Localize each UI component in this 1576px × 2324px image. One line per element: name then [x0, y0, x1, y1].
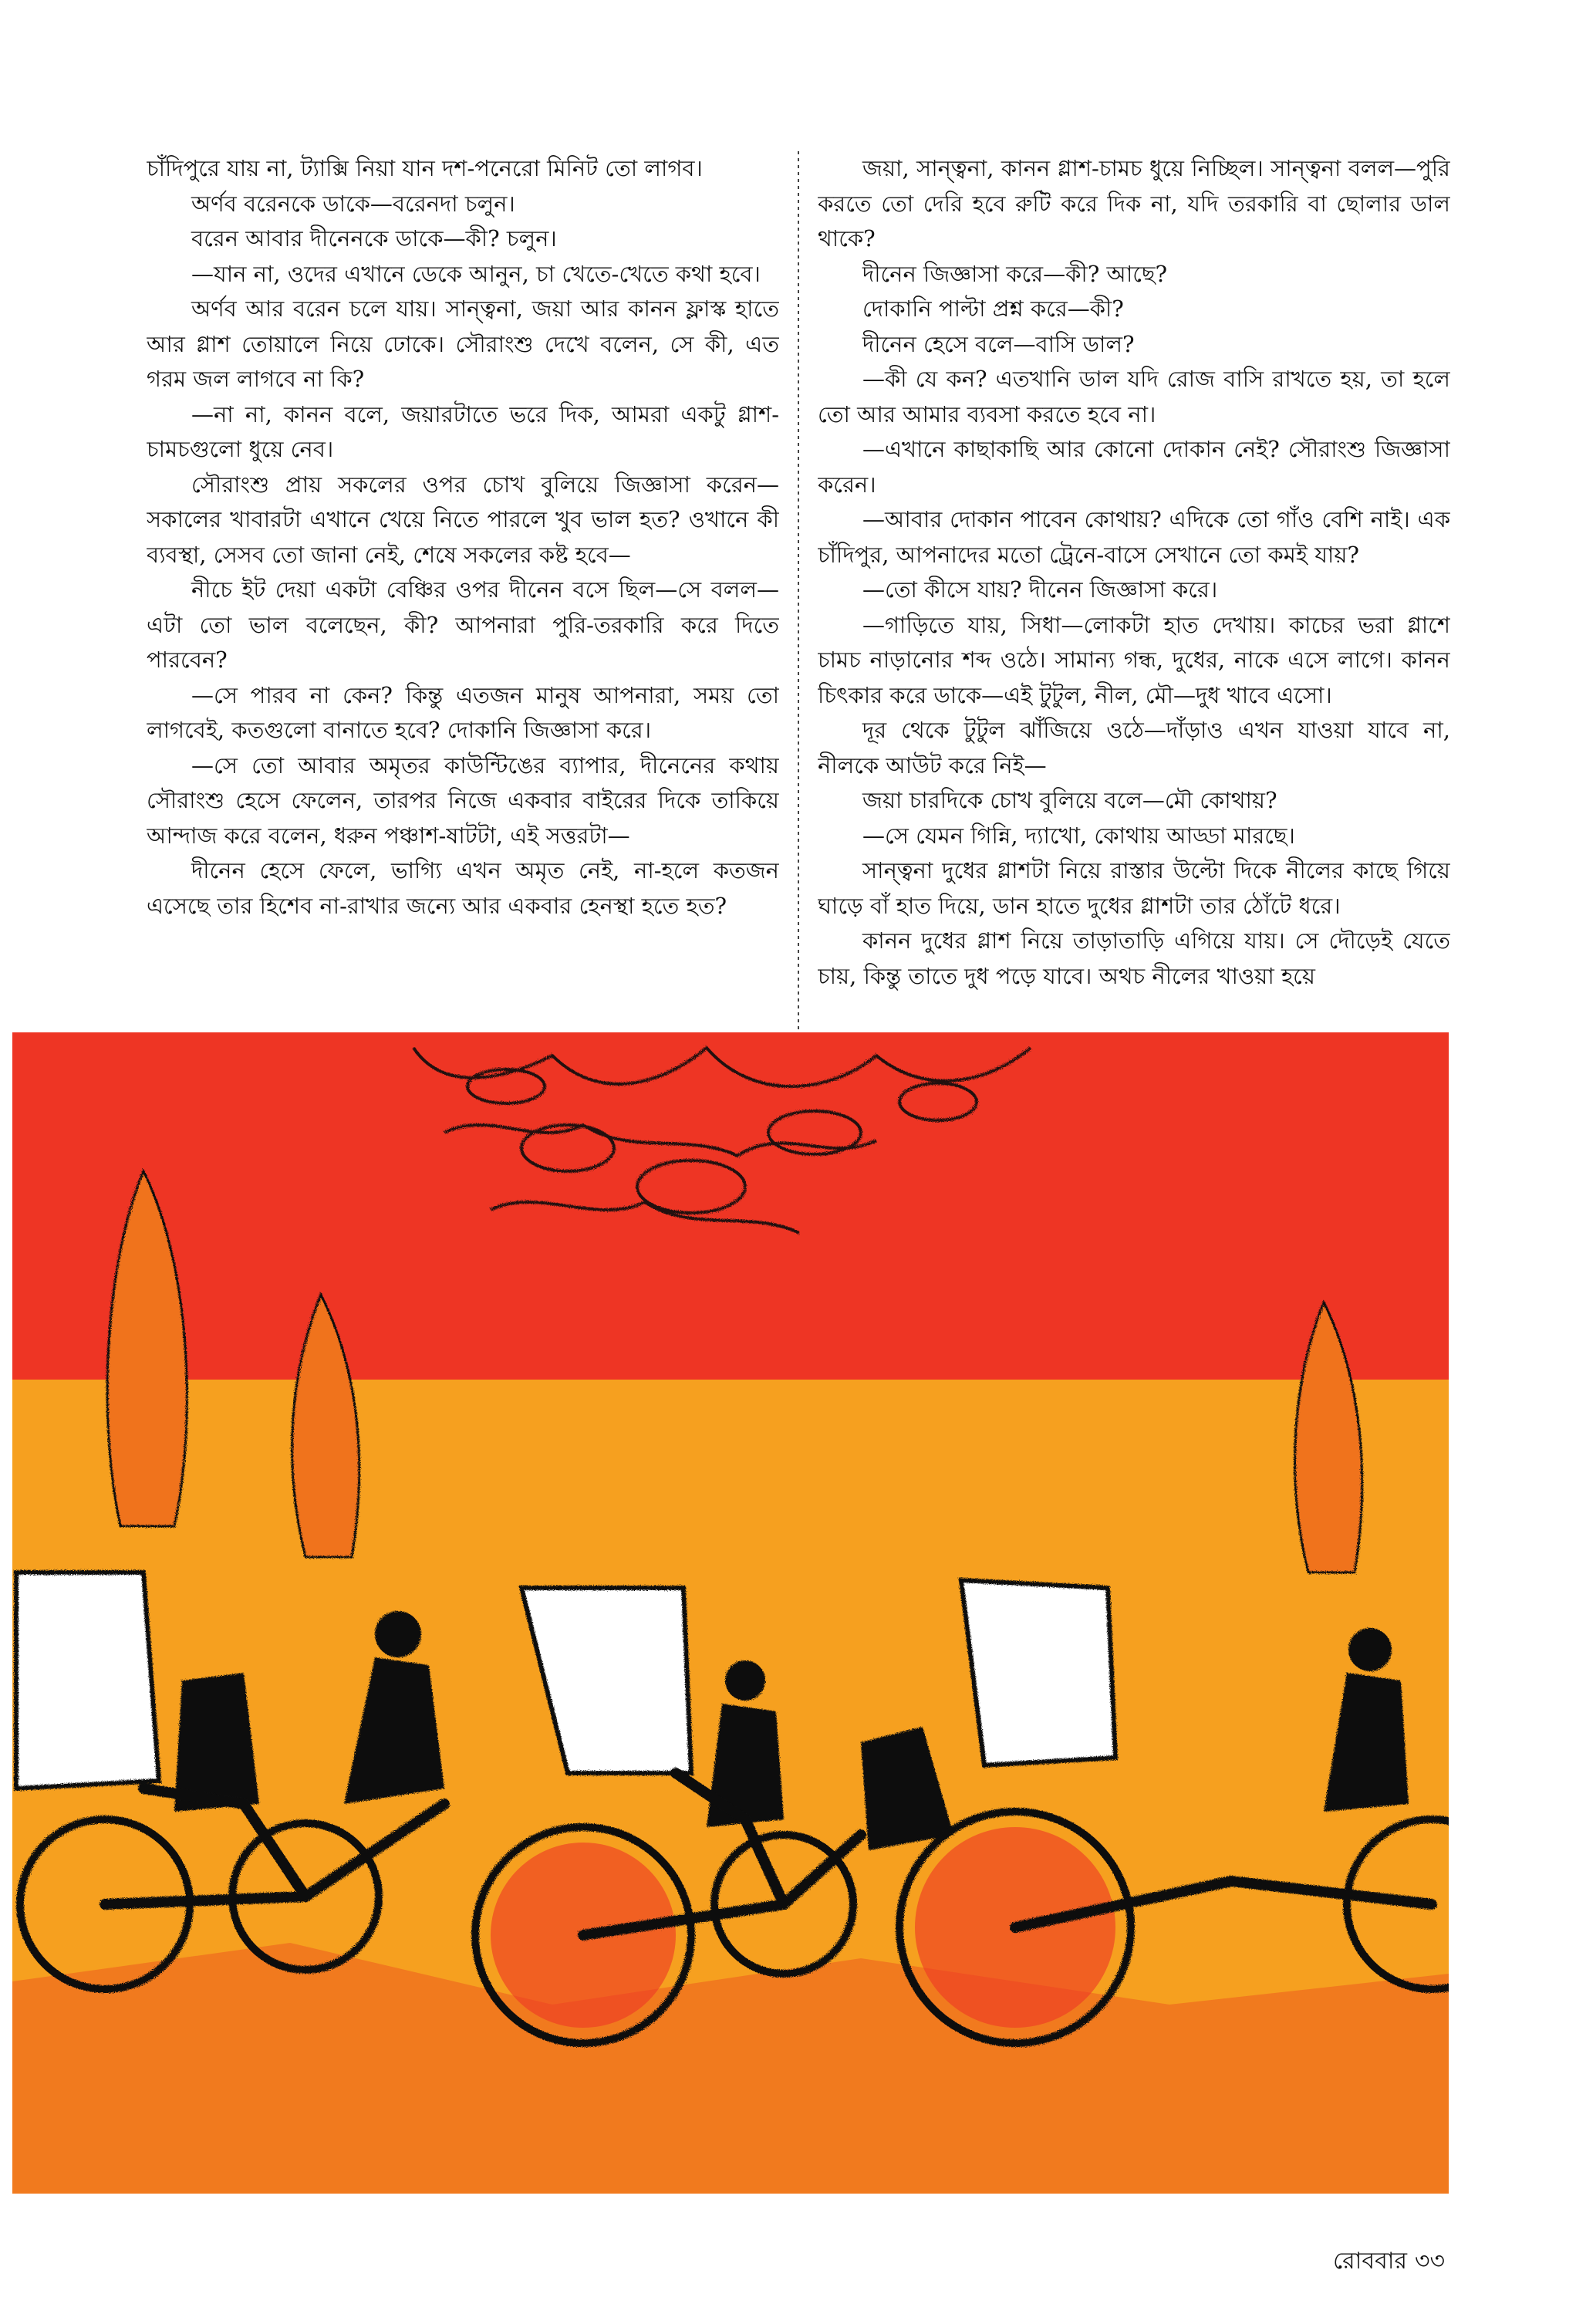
paragraph: জয়া চারদিকে চোখ বুলিয়ে বলে—মৌ কোথায়? — [862, 787, 1277, 813]
paragraph: নীচে ইট দেয়া একটা বেঞ্চির ওপর দীনেন বসে ছিল—সে বলল—এটা তো ভাল বলেছেন, কী? আপনারা পুরি-তরকারি করে দিতে পারবেন? — [147, 576, 779, 673]
left-column — [147, 151, 779, 1046]
paragraph: —এখানে কাছাকাছি আর কোনো দোকান নেই? সৌরাংশু জিজ্ঞাসা করেন। — [818, 436, 1450, 498]
sky-band — [12, 1032, 1449, 1395]
paragraph: দীনেন হেসে ফেলে, ভাগ্যি এখন অমৃত নেই, না-হলে কতজন এসেছে তার হিশেব না-রাখার জন্যে আর একবার হেনস্থা হতে হত? — [147, 857, 779, 919]
paragraph: দোকানি পাল্টা প্রশ্ন করে—কী? — [862, 296, 1124, 322]
paragraph: বরেন আবার দীনেনকে ডাকে—কী? চলুন। — [191, 225, 557, 252]
paragraph: —আবার দোকান পাবেন কোথায়? এদিকে তো গাঁও বেশি নাই। এক চাঁদিপুর, আপনাদের মতো ট্রেনে-বাসে সেখানে তো কমই যায়? — [818, 506, 1450, 568]
page-footer — [1325, 2242, 1445, 2282]
paragraph: চাঁদিপুরে যায় না, ট্যাক্সি নিয়া যান দশ-পনেরো মিনিট তো লাগব। — [147, 155, 703, 181]
paragraph: —সে পারব না কেন? কিন্তু এতজন মানুষ আপনারা, সময় তো লাগবেই, কতগুলো বানাতে হবে? দোকানি জিজ্ঞাসা করে। — [147, 681, 779, 743]
paragraph: —গাড়িতে যায়, সিধা—লোকটা হাত দেখায়। কাচের ভরা গ্লাশে চামচ নাড়ানোর শব্দ ওঠে। সামান্য গন্ধ, দুধের, নাকে এসে লাগে। কানন চিৎকার করে ডাকে—এই টুটুল, নীল, মৌ—দুধ খাবে এসো। — [818, 611, 1450, 708]
paragraph: দীনেন হেসে বলে—বাসি ডাল? — [862, 330, 1135, 357]
paragraph: সান্ত্বনা দুধের গ্লাশটা নিয়ে রাস্তার উল্টো দিকে নীলের কাছে গিয়ে ঘাড়ে বাঁ হাত দিয়ে, ডান হাতে দুধের গ্লাশটা তার ঠোঁটে ধরে। — [818, 857, 1450, 919]
article-body — [147, 151, 1450, 1046]
paragraph: অর্ণব বরেনকে ডাকে—বরেনদা চলুন। — [191, 190, 515, 217]
paragraph: দূর থেকে টুটুল ঝাঁজিয়ে ওঠে—দাঁড়াও এখন যাওয়া যাবে না, নীলকে আউট করে নিই— — [818, 717, 1450, 779]
rickshaw-illustration — [12, 1032, 1449, 2194]
paragraph: —যান না, ওদের এখানে ডেকে আনুন, চা খেতে-খেতে কথা হবে। — [191, 260, 761, 287]
paragraph: —কী যে কন? এতখানি ডাল যদি রোজ বাসি রাখতে হয়, তা হলে তো আর আমার ব্যবসা করতে হবে না। — [818, 366, 1450, 427]
paragraph: —না না, কানন বলে, জয়ারটাতে ভরে দিক, আমরা একটু গ্লাশ-চামচগুলো ধুয়ে নেব। — [147, 400, 779, 462]
paragraph: —সে তো আবার অমৃতর কাউন্টিঙের ব্যাপার, দীনেনের কথায় সৌরাংশু হেসে ফেলেন, তারপর নিজে একবার বাইরের দিকে তাকিয়ে আন্দাজ করে বলেন, ধরুন পঞ্চাশ-ষাটটা, এই সত্তরটা— — [147, 752, 779, 849]
paragraph: জয়া, সান্ত্বনা, কানন গ্লাশ-চামচ ধুয়ে নিচ্ছিল। সান্ত্বনা বলল—পুরি করতে তো দেরি হবে রুটি করে দিক না, যদি তরকারি বা ছোলার ডাল থাকে? — [818, 155, 1450, 252]
paragraph: সৌরাংশু প্রায় সকলের ওপর চোখ বুলিয়ে জিজ্ঞাসা করেন—সকালের খাবারটা এখানে খেয়ে নিতে পারলে খুব ভাল হত? ওখানে কী ব্যবস্থা, সেসব তো জানা নেই, শেষে সকলের কষ্ট হবে— — [147, 471, 779, 568]
paragraph: কানন দুধের গ্লাশ নিয়ে তাড়াতাড়ি এগিয়ে যায়। সে দৌড়েই যেতে চায়, কিন্তু তাতে দুধ পড়ে যাবে। অথচ নীলের খাওয়া হয়ে — [818, 927, 1450, 989]
paragraph: অর্ণব আর বরেন চলে যায়। সান্ত্বনা, জয়া আর কানন ফ্লাস্ক হাতে আর গ্লাশ তোয়ালে নিয়ে ঢোকে। সৌরাংশু দেখে বলেন, সে কী, এত গরম জল লাগবে না কি? — [147, 296, 779, 392]
magazine-name: রোববার — [1333, 2248, 1407, 2275]
page-number: ৩৩ — [1414, 2248, 1445, 2275]
column-divider — [798, 151, 799, 1046]
paragraph: দীনেন জিজ্ঞাসা করে—কী? আছে? — [862, 260, 1168, 287]
paragraph: —সে যেমন গিন্নি, দ্যাখো, কোথায় আড্ডা মারছে। — [862, 822, 1295, 849]
paragraph: —তো কীসে যায়? দীনেন জিজ্ঞাসা করে। — [862, 576, 1218, 603]
right-column — [818, 151, 1450, 1046]
